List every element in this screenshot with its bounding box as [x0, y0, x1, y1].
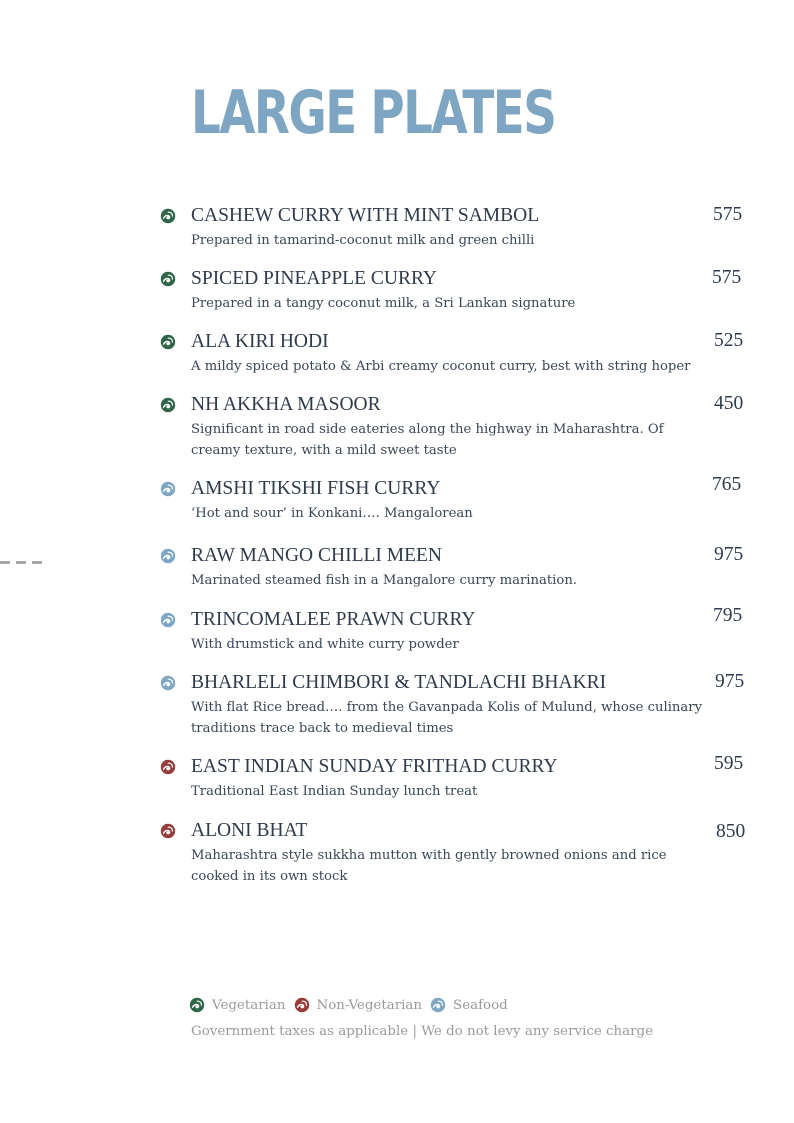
non-vegetarian-icon: [160, 759, 176, 775]
edge-dash-marks: [0, 561, 46, 565]
menu-item-description: Prepared in a tangy coconut milk, a Sri Lankan signature: [191, 296, 576, 311]
menu-item-price: 975: [715, 671, 745, 692]
vegetarian-icon: [160, 208, 176, 224]
legend-label-seafood: Seafood: [453, 997, 508, 1013]
menu-item-name: ALA KIRI HODI: [191, 331, 329, 352]
seafood-icon: [160, 675, 176, 691]
menu-item-price: 525: [714, 330, 744, 351]
legend-label-vegetarian: Vegetarian: [212, 997, 286, 1013]
menu-item-name: BHARLELI CHIMBORI & TANDLACHI BHAKRI: [191, 672, 607, 693]
menu-item-description: Prepared in tamarind-coconut milk and green chilli: [191, 233, 535, 248]
legend-label-non-vegetarian: Non-Vegetarian: [316, 997, 423, 1013]
menu-item-name: AMSHI TIKSHI FISH CURRY: [191, 478, 441, 499]
menu-item-price: 975: [714, 544, 744, 565]
menu-item-price: 595: [714, 753, 744, 774]
menu-item-description: With drumstick and white curry powder: [191, 637, 459, 652]
menu-item-name: EAST INDIAN SUNDAY FRITHAD CURRY: [191, 756, 558, 777]
menu-item-name: TRINCOMALEE PRAWN CURRY: [191, 609, 476, 630]
menu-item-name: CASHEW CURRY WITH MINT SAMBOL: [191, 205, 540, 226]
vegetarian-icon: [160, 334, 176, 350]
menu-item-description: A mildy spiced potato & Arbi creamy coconut curry, best with string hoper: [191, 359, 691, 374]
menu-item-name: ALONI BHAT: [191, 820, 308, 841]
menu-item-price: 575: [712, 267, 742, 288]
non-vegetarian-icon: [160, 823, 176, 839]
menu-item-description: Marinated steamed fish in a Mangalore curry marination.: [191, 573, 577, 588]
menu-item-price: 795: [713, 605, 743, 626]
menu-item-price: 450: [714, 393, 744, 414]
seafood-icon: [160, 481, 176, 497]
menu-item-price: 850: [716, 821, 746, 842]
diet-legend: [189, 997, 516, 1013]
non-vegetarian-icon: [294, 997, 310, 1013]
seafood-icon: [160, 548, 176, 564]
menu-item-description: With flat Rice bread…. from the Gavanpada Kolis of Mulund, whose culinary traditions trace back to medieval times: [191, 700, 703, 736]
menu-item-description: ‘Hot and sour’ in Konkani…. Mangalorean: [191, 506, 473, 521]
menu-item-price: 765: [712, 474, 742, 495]
page-title: LARGE PLATES: [191, 78, 556, 148]
menu-item-description: Maharashtra style sukkha mutton with gently browned onions and rice cooked in its own stock: [191, 848, 667, 884]
vegetarian-icon: [189, 997, 205, 1013]
vegetarian-icon: [160, 271, 176, 287]
vegetarian-icon: [160, 397, 176, 413]
menu-item-name: RAW MANGO CHILLI MEEN: [191, 545, 443, 566]
seafood-icon: [160, 612, 176, 628]
tax-note: Government taxes as applicable | We do not levy any service charge: [191, 1024, 654, 1039]
menu-item-price: 575: [713, 204, 743, 225]
menu-item-name: SPICED PINEAPPLE CURRY: [191, 268, 437, 289]
menu-item-name: NH AKKHA MASOOR: [191, 394, 381, 415]
menu-item-description: Significant in road side eateries along the highway in Maharashtra. Of creamy texture, with a mild sweet taste: [191, 422, 664, 458]
seafood-icon: [430, 997, 446, 1013]
menu-item-description: Traditional East Indian Sunday lunch treat: [191, 784, 478, 799]
